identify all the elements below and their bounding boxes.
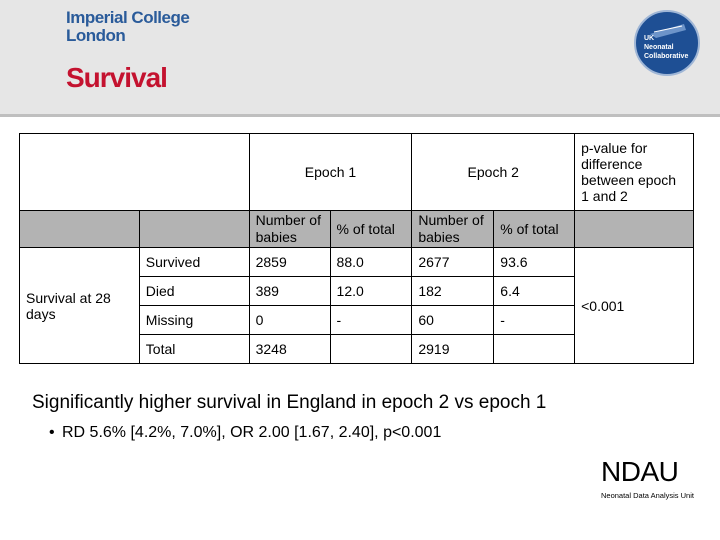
uk-neonatal-collaborative-logo — [634, 10, 700, 76]
badge-line2: Neonatal — [644, 44, 674, 51]
ndau-logo: NDAU — [601, 456, 679, 487]
imperial-logo-line2: London — [66, 26, 126, 45]
sub-bullet-text: RD 5.6% [4.2%, 7.0%], OR 2.00 [1.67, 2.40], p<0.001 — [62, 424, 442, 441]
empty-header-cell — [20, 134, 250, 211]
cell-n1: 2859 — [249, 248, 330, 277]
table-header-row — [20, 134, 694, 211]
cell-p2: 6.4 — [494, 277, 575, 306]
epoch1-header: Epoch 1 — [249, 134, 412, 211]
main-bullet-text: Significantly higher survival in England in epoch 2 vs epoch 1 — [32, 392, 547, 413]
survival-table — [19, 133, 694, 364]
subheader-empty-2 — [139, 211, 249, 248]
subheader-empty-3 — [575, 211, 694, 248]
badge-line1: UK — [644, 35, 655, 42]
table-subheader-row — [20, 211, 694, 248]
page-title: Survival — [66, 62, 167, 93]
cell-p1 — [330, 335, 412, 364]
cell-n1: 0 — [249, 306, 330, 335]
cell-n2: 60 — [412, 306, 494, 335]
subheader-pct-epoch1: % of total — [330, 211, 412, 248]
pvalue-header: p-value for difference between epoch 1 and 2 — [575, 134, 694, 211]
table-row — [20, 248, 694, 277]
cell-n2: 2677 — [412, 248, 494, 277]
cell-p1: - — [330, 306, 412, 335]
row-label: Survived — [139, 248, 249, 277]
row-label: Missing — [139, 306, 249, 335]
row-label: Total — [139, 335, 249, 364]
cell-p1: 88.0 — [330, 248, 412, 277]
header-divider — [0, 114, 720, 117]
subheader-number-epoch2: Number of babies — [412, 211, 494, 248]
cell-n1: 3248 — [249, 335, 330, 364]
bullet-dot-icon: • — [49, 424, 55, 441]
subheader-pct-epoch2: % of total — [494, 211, 575, 248]
epoch2-header: Epoch 2 — [412, 134, 575, 211]
cell-n2: 2919 — [412, 335, 494, 364]
pvalue-cell: <0.001 — [575, 248, 694, 364]
group-label-cell: Survival at 28 days — [20, 248, 140, 364]
cell-p2 — [494, 335, 575, 364]
row-label: Died — [139, 277, 249, 306]
subheader-empty-1 — [20, 211, 140, 248]
subheader-number-epoch1: Number of babies — [249, 211, 330, 248]
ndau-subtitle: Neonatal Data Analysis Unit — [601, 491, 694, 500]
badge-text — [644, 34, 696, 61]
badge-line3: Collaborative — [644, 53, 689, 60]
cell-p1: 12.0 — [330, 277, 412, 306]
cell-n2: 182 — [412, 277, 494, 306]
cell-p2: - — [494, 306, 575, 335]
sub-bullet — [49, 424, 442, 442]
imperial-logo-line1: Imperial College — [66, 8, 190, 27]
cell-p2: 93.6 — [494, 248, 575, 277]
cell-n1: 389 — [249, 277, 330, 306]
